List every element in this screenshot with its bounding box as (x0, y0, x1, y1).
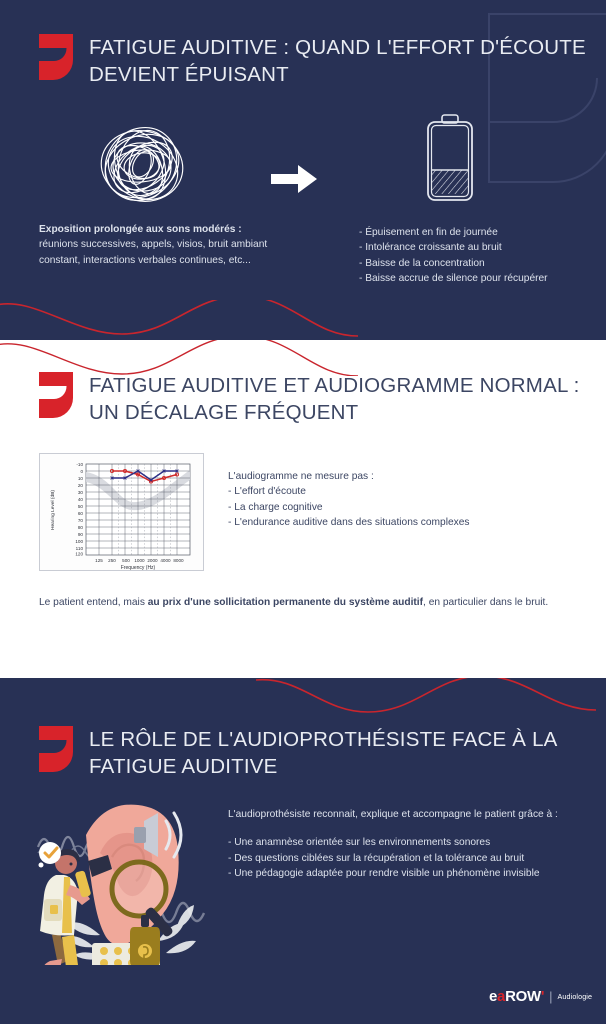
svg-text:Hearing Level (dB): Hearing Level (dB) (51, 490, 56, 530)
svg-text:500: 500 (122, 558, 130, 563)
list-item: - L'endurance auditive dans des situations complexes (228, 516, 470, 528)
svg-text:20: 20 (77, 482, 83, 488)
section2-list-lead: L'audiogramme ne mesure pas : (228, 471, 374, 482)
list-item: - Intolérance croissante au bruit (359, 242, 502, 254)
earow-logo-mark-icon (39, 726, 73, 772)
svg-text:70: 70 (77, 517, 83, 523)
wave-divider-section3 (250, 678, 606, 719)
section3-text (228, 807, 580, 881)
svg-text:10: 10 (77, 475, 83, 481)
section-audiogramme (0, 340, 606, 678)
tangled-scribble-icon (96, 120, 188, 212)
section1-heading (39, 34, 587, 89)
svg-text:120: 120 (75, 551, 83, 557)
svg-text:80: 80 (77, 524, 83, 530)
list-item: - Épuisement en fin de journée (359, 227, 498, 238)
section2-title: FATIGUE AUDITIVE ET AUDIOGRAMME NORMAL : UN DÉCALAGE FRÉQUENT (89, 374, 580, 425)
paragraph-bold: au prix d'une sollicitation permanente du système auditif (147, 597, 424, 608)
section-role-audioprothesiste (0, 678, 606, 1024)
section2-paragraph (39, 595, 567, 610)
brand-a: a (497, 988, 506, 1005)
audiogram-svg (40, 454, 203, 570)
brand-tick: ' (540, 988, 545, 1005)
section-fatigue-auditive (0, 0, 606, 340)
section3-lead: L'audioprothésiste reconnait, explique et accompagne le patient grâce à : (228, 809, 558, 820)
ear-examination-illustration-icon (8, 795, 224, 965)
earow-logo-mark-icon (39, 372, 73, 418)
section1-left-body: réunions successives, appels, visios, bruit ambiant constant, interactions verbales continues, etc... (39, 239, 268, 266)
low-battery-icon (418, 113, 482, 208)
svg-text:Frequency (Hz): Frequency (Hz) (120, 565, 156, 570)
list-item: - Baisse de la concentration (359, 257, 485, 269)
list-item: - L'effort d'écoute (228, 486, 306, 498)
svg-text:40: 40 (77, 496, 83, 502)
brand-row: ROW (505, 988, 541, 1005)
brand-tagline: Audiologie (557, 992, 593, 1001)
page-title: FATIGUE AUDITIVE : QUAND L'EFFORT D'ÉCOUTE DEVIENT ÉPUISANT (89, 36, 586, 87)
svg-text:30: 30 (77, 489, 83, 495)
svg-text:90: 90 (77, 531, 83, 537)
section1-left-lead: Exposition prolongée aux sons modérés : (39, 224, 242, 235)
svg-text:50: 50 (77, 503, 83, 509)
svg-text:100: 100 (75, 538, 83, 544)
brand-wordmark (489, 988, 544, 1005)
svg-text:2000: 2000 (147, 558, 158, 563)
list-item: - Baisse accrue de silence pour récupérer (359, 272, 548, 284)
spacer (228, 822, 580, 835)
brand-divider: | (549, 989, 553, 1004)
list-item: - Des questions ciblées sur la récupération et la tolérance au bruit (228, 852, 525, 864)
paragraph-part-1: Le patient entend, mais (39, 597, 148, 608)
paragraph-part-2: , en particulier dans le bruit. (423, 597, 549, 608)
list-item: - Une pédagogie adaptée pour rendre visible un phénomène invisible (228, 867, 540, 879)
svg-text:1000: 1000 (134, 558, 145, 563)
right-arrow-icon (271, 165, 317, 193)
svg-text:4000: 4000 (160, 558, 171, 563)
svg-text:125: 125 (95, 558, 103, 563)
section3-title: LE RÔLE DE L'AUDIOPROTHÉSISTE FACE À LA FATIGUE AUDITIVE (89, 728, 557, 779)
section1-left-text (39, 222, 269, 268)
list-item: - La charge cognitive (228, 501, 323, 513)
wave-divider-top (0, 300, 606, 340)
audiogram-chart (39, 453, 204, 571)
svg-text:8000: 8000 (173, 558, 184, 563)
earow-logo-mark-icon (39, 34, 73, 80)
brand-e: e (489, 988, 498, 1005)
svg-text:-10: -10 (76, 461, 83, 467)
section1-right-list (359, 225, 599, 286)
svg-text:60: 60 (77, 510, 83, 516)
svg-text:250: 250 (108, 558, 116, 563)
svg-text:0: 0 (80, 468, 83, 474)
footer-brand-logo (489, 988, 592, 1005)
list-item: - Une anamnèse orientée sur les environnements sonores (228, 837, 491, 849)
svg-text:110: 110 (75, 545, 83, 551)
section2-heading (39, 372, 587, 427)
section2-list (228, 469, 578, 530)
section3-heading (39, 726, 587, 781)
